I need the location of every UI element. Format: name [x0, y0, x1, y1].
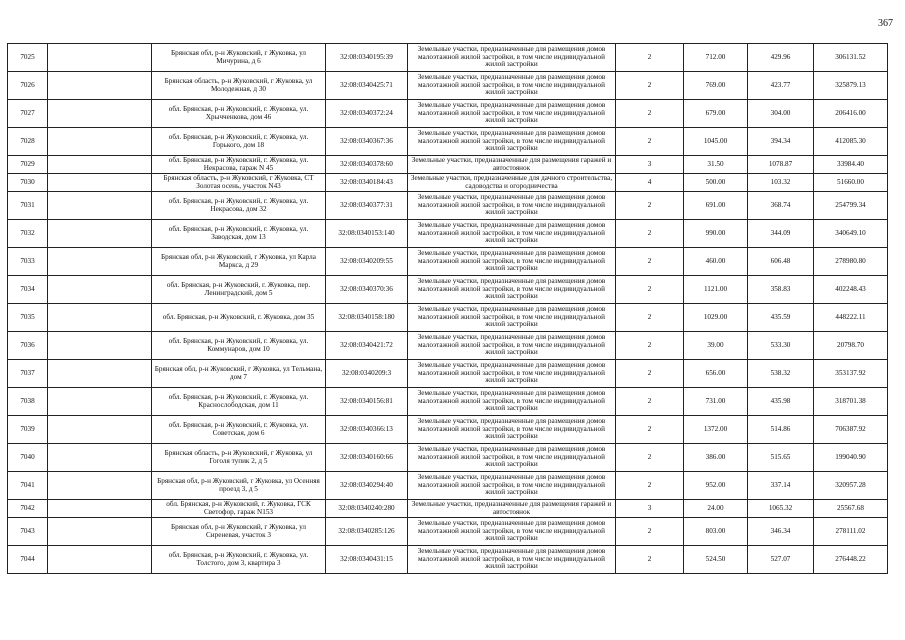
table-row — [8, 416, 888, 444]
spacer-cell — [48, 276, 152, 304]
group-cell: 2 — [616, 416, 684, 444]
table-row — [8, 332, 888, 360]
address-cell: Брянская обл, р-н Жуковский, г Жуковка, ул Тельмана, дом 7 — [152, 360, 326, 388]
table-row — [8, 444, 888, 472]
cadastral-value-cell: 320957.28 — [814, 472, 888, 500]
area-cell: 524.50 — [684, 546, 748, 574]
area-cell: 1372.00 — [684, 416, 748, 444]
group-cell: 4 — [616, 174, 684, 192]
table-row — [8, 518, 888, 546]
spacer-cell — [48, 472, 152, 500]
cadastral-number-cell: 32:08:0340431:15 — [326, 546, 408, 574]
land-purpose-cell: Земельные участки, предназначенные для размещения домов малоэтажной жилой застройки, в том числе индивидуальной жилой застройки — [408, 304, 616, 332]
area-cell: 952.00 — [684, 472, 748, 500]
address-cell: Брянская область, р-н Жуковский, г Жуковка, ул Гоголя тупик 2, д 5 — [152, 444, 326, 472]
land-purpose-cell: Земельные участки, предназначенные для размещения домов малоэтажной жилой застройки, в том числе индивидуальной жилой застройки — [408, 220, 616, 248]
spacer-cell — [48, 388, 152, 416]
group-cell: 2 — [616, 248, 684, 276]
land-purpose-cell: Земельные участки, предназначенные для размещения домов малоэтажной жилой застройки, в том числе индивидуальной жилой застройки — [408, 444, 616, 472]
land-registry-table — [7, 43, 888, 574]
row-number-cell: 7031 — [8, 192, 48, 220]
table-body — [8, 44, 888, 574]
land-purpose-cell: Земельные участки, предназначенные для размещения домов малоэтажной жилой застройки, в том числе индивидуальной жилой застройки — [408, 472, 616, 500]
spacer-cell — [48, 416, 152, 444]
address-cell: обл. Брянская, р-н Жуковский, г. Жуковка, ул. Некрасова, дом 32 — [152, 192, 326, 220]
table-row — [8, 192, 888, 220]
cadastral-value-cell: 278980.80 — [814, 248, 888, 276]
cadastral-value-cell: 25567.68 — [814, 500, 888, 518]
area-cell: 656.00 — [684, 360, 748, 388]
cadastral-value-cell: 254799.34 — [814, 192, 888, 220]
land-purpose-cell: Земельные участки, предназначенные для размещения домов малоэтажной жилой застройки, в том числе индивидуальной жилой застройки — [408, 100, 616, 128]
table-row — [8, 72, 888, 100]
rate-cell: 515.65 — [748, 444, 814, 472]
spacer-cell — [48, 220, 152, 248]
row-number-cell: 7041 — [8, 472, 48, 500]
spacer-cell — [48, 500, 152, 518]
row-number-cell: 7043 — [8, 518, 48, 546]
cadastral-number-cell: 32:08:0340421:72 — [326, 332, 408, 360]
cadastral-number-cell: 32:08:0340425:71 — [326, 72, 408, 100]
spacer-cell — [48, 156, 152, 174]
address-cell: Брянская обл, р-н Жуковский, г Жуковка, ул Мичурина, д 6 — [152, 44, 326, 72]
cadastral-value-cell: 412085.30 — [814, 128, 888, 156]
group-cell: 2 — [616, 360, 684, 388]
cadastral-value-cell: 306131.52 — [814, 44, 888, 72]
cadastral-number-cell: 32:08:0340153:140 — [326, 220, 408, 248]
cadastral-value-cell: 318701.38 — [814, 388, 888, 416]
rate-cell: 346.34 — [748, 518, 814, 546]
table-row — [8, 360, 888, 388]
row-number-cell: 7040 — [8, 444, 48, 472]
spacer-cell — [48, 546, 152, 574]
row-number-cell: 7044 — [8, 546, 48, 574]
group-cell: 2 — [616, 276, 684, 304]
spacer-cell — [48, 248, 152, 276]
address-cell: Брянская обл, р-н Жуковский, г Жуковка, ул Осенняя проезд 3, д 5 — [152, 472, 326, 500]
group-cell: 2 — [616, 472, 684, 500]
row-number-cell: 7037 — [8, 360, 48, 388]
table-row — [8, 472, 888, 500]
rate-cell: 1065.32 — [748, 500, 814, 518]
spacer-cell — [48, 192, 152, 220]
table-row — [8, 100, 888, 128]
rate-cell: 394.34 — [748, 128, 814, 156]
row-number-cell: 7028 — [8, 128, 48, 156]
spacer-cell — [48, 44, 152, 72]
area-cell: 731.00 — [684, 388, 748, 416]
land-purpose-cell: Земельные участки, предназначенные для размещения домов малоэтажной жилой застройки, в том числе индивидуальной жилой застройки — [408, 192, 616, 220]
rate-cell: 368.74 — [748, 192, 814, 220]
rate-cell: 103.32 — [748, 174, 814, 192]
cadastral-number-cell: 32:08:0340209:55 — [326, 248, 408, 276]
group-cell: 2 — [616, 128, 684, 156]
rate-cell: 435.98 — [748, 388, 814, 416]
table-row — [8, 174, 888, 192]
address-cell: обл. Брянская, р-н Жуковский, г. Жуковка, ул. Коммунаров, дом 10 — [152, 332, 326, 360]
cadastral-number-cell: 32:08:0340209:3 — [326, 360, 408, 388]
land-purpose-cell: Земельные участки, предназначенные для размещения гаражей и автостоянок — [408, 500, 616, 518]
cadastral-value-cell: 278111.02 — [814, 518, 888, 546]
cadastral-value-cell: 340649.10 — [814, 220, 888, 248]
address-cell: обл. Брянская, р-н Жуковский, г. Жуковка, пер. Ленинградский, дом 5 — [152, 276, 326, 304]
group-cell: 2 — [616, 388, 684, 416]
cadastral-value-cell: 276448.22 — [814, 546, 888, 574]
group-cell: 2 — [616, 192, 684, 220]
cadastral-number-cell: 32:08:0340372:24 — [326, 100, 408, 128]
cadastral-value-cell: 199040.90 — [814, 444, 888, 472]
land-purpose-cell: Земельные участки, предназначенные для размещения домов малоэтажной жилой застройки, в том числе индивидуальной жилой застройки — [408, 360, 616, 388]
row-number-cell: 7035 — [8, 304, 48, 332]
rate-cell: 1078.87 — [748, 156, 814, 174]
row-number-cell: 7027 — [8, 100, 48, 128]
spacer-cell — [48, 304, 152, 332]
spacer-cell — [48, 518, 152, 546]
row-number-cell: 7033 — [8, 248, 48, 276]
group-cell: 2 — [616, 220, 684, 248]
row-number-cell: 7038 — [8, 388, 48, 416]
row-number-cell: 7029 — [8, 156, 48, 174]
area-cell: 500.00 — [684, 174, 748, 192]
rate-cell: 304.00 — [748, 100, 814, 128]
address-cell: Брянская обл, р-н Жуковский, г Жуковка, ул Карла Маркса, д 29 — [152, 248, 326, 276]
cadastral-number-cell: 32:08:0340195:39 — [326, 44, 408, 72]
cadastral-number-cell: 32:08:0340240:280 — [326, 500, 408, 518]
area-cell: 386.00 — [684, 444, 748, 472]
land-purpose-cell: Земельные участки, предназначенные для размещения домов малоэтажной жилой застройки, в том числе индивидуальной жилой застройки — [408, 72, 616, 100]
row-number-cell: 7030 — [8, 174, 48, 192]
area-cell: 1121.00 — [684, 276, 748, 304]
group-cell: 2 — [616, 332, 684, 360]
cadastral-number-cell: 32:08:0340378:60 — [326, 156, 408, 174]
land-purpose-cell: Земельные участки, предназначенные для размещения домов малоэтажной жилой застройки, в том числе индивидуальной жилой застройки — [408, 276, 616, 304]
address-cell: обл. Брянская, р-н Жуковский, г. Жуковка, ул. Заводская, дом 13 — [152, 220, 326, 248]
address-cell: обл. Брянская, р-н Жуковский, г. Жуковка, ул. Горького, дом 18 — [152, 128, 326, 156]
cadastral-number-cell: 32:08:0340285:126 — [326, 518, 408, 546]
land-purpose-cell: Земельные участки, предназначенные для размещения домов малоэтажной жилой застройки, в том числе индивидуальной жилой застройки — [408, 518, 616, 546]
area-cell: 1045.00 — [684, 128, 748, 156]
land-purpose-cell: Земельные участки, предназначенные для размещения домов малоэтажной жилой застройки, в том числе индивидуальной жилой застройки — [408, 248, 616, 276]
area-cell: 460.00 — [684, 248, 748, 276]
area-cell: 712.00 — [684, 44, 748, 72]
table-row — [8, 546, 888, 574]
group-cell: 2 — [616, 304, 684, 332]
group-cell: 3 — [616, 156, 684, 174]
area-cell: 769.00 — [684, 72, 748, 100]
land-purpose-cell: Земельные участки, предназначенные для размещения домов малоэтажной жилой застройки, в том числе индивидуальной жилой застройки — [408, 332, 616, 360]
area-cell: 691.00 — [684, 192, 748, 220]
cadastral-value-cell: 448222.11 — [814, 304, 888, 332]
rate-cell: 429.96 — [748, 44, 814, 72]
area-cell: 31.50 — [684, 156, 748, 174]
cadastral-number-cell: 32:08:0340377:31 — [326, 192, 408, 220]
cadastral-number-cell: 32:08:0340294:40 — [326, 472, 408, 500]
table-row — [8, 248, 888, 276]
address-cell: обл. Брянская, р-н Жуковский, г. Жуковка, ул. Некрасова, гараж N 45 — [152, 156, 326, 174]
land-purpose-cell: Земельные участки, предназначенные для размещения домов малоэтажной жилой застройки, в том числе индивидуальной жилой застройки — [408, 546, 616, 574]
address-cell: Брянская область, р-н Жуковский, г Жуковка, ул Молодежная, д 30 — [152, 72, 326, 100]
address-cell: обл. Брянская, р-н Жуковский, г. Жуковка, ул. Советская, дом 6 — [152, 416, 326, 444]
table-row — [8, 304, 888, 332]
cadastral-number-cell: 32:08:0340366:13 — [326, 416, 408, 444]
land-purpose-cell: Земельные участки, предназначенные для размещения домов малоэтажной жилой застройки, в том числе индивидуальной жилой застройки — [408, 388, 616, 416]
group-cell: 2 — [616, 518, 684, 546]
row-number-cell: 7039 — [8, 416, 48, 444]
area-cell: 24.00 — [684, 500, 748, 518]
table-row — [8, 156, 888, 174]
spacer-cell — [48, 100, 152, 128]
area-cell: 1029.00 — [684, 304, 748, 332]
address-cell: Брянская область, р-н Жуковский, г Жуковка, СТ Золотая осень, участок N43 — [152, 174, 326, 192]
rate-cell: 358.83 — [748, 276, 814, 304]
address-cell: обл. Брянская, р-н Жуковский, г. Жуковка, дом 35 — [152, 304, 326, 332]
row-number-cell: 7042 — [8, 500, 48, 518]
cadastral-value-cell: 206416.00 — [814, 100, 888, 128]
cadastral-number-cell: 32:08:0340370:36 — [326, 276, 408, 304]
group-cell: 2 — [616, 72, 684, 100]
cadastral-number-cell: 32:08:0340158:180 — [326, 304, 408, 332]
spacer-cell — [48, 444, 152, 472]
cadastral-value-cell: 33984.40 — [814, 156, 888, 174]
spacer-cell — [48, 174, 152, 192]
rate-cell: 423.77 — [748, 72, 814, 100]
table-row — [8, 128, 888, 156]
row-number-cell: 7026 — [8, 72, 48, 100]
cadastral-value-cell: 353137.92 — [814, 360, 888, 388]
rate-cell: 344.09 — [748, 220, 814, 248]
rate-cell: 538.32 — [748, 360, 814, 388]
address-cell: обл. Брянская, р-н Жуковский, г. Жуковка, ул. Хрычченкова, дом 46 — [152, 100, 326, 128]
table-row — [8, 388, 888, 416]
address-cell: обл. Брянская, р-н Жуковский, г. Жуковка, ул. Толстого, дом 3, квартира 3 — [152, 546, 326, 574]
spacer-cell — [48, 360, 152, 388]
spacer-cell — [48, 332, 152, 360]
cadastral-value-cell: 325879.13 — [814, 72, 888, 100]
cadastral-number-cell: 32:08:0340184:43 — [326, 174, 408, 192]
spacer-cell — [48, 72, 152, 100]
land-purpose-cell: Земельные участки, предназначенные для дачного строительства, садоводства и огородничества — [408, 174, 616, 192]
area-cell: 39.00 — [684, 332, 748, 360]
cadastral-value-cell: 402248.43 — [814, 276, 888, 304]
group-cell: 2 — [616, 546, 684, 574]
group-cell: 2 — [616, 100, 684, 128]
spacer-cell — [48, 128, 152, 156]
table-row — [8, 220, 888, 248]
rate-cell: 514.86 — [748, 416, 814, 444]
group-cell: 3 — [616, 500, 684, 518]
land-purpose-cell: Земельные участки, предназначенные для размещения домов малоэтажной жилой застройки, в том числе индивидуальной жилой застройки — [408, 416, 616, 444]
land-purpose-cell: Земельные участки, предназначенные для размещения домов малоэтажной жилой застройки, в том числе индивидуальной жилой застройки — [408, 44, 616, 72]
area-cell: 679.00 — [684, 100, 748, 128]
cadastral-value-cell: 20798.70 — [814, 332, 888, 360]
table-row — [8, 500, 888, 518]
group-cell: 2 — [616, 444, 684, 472]
rate-cell: 435.59 — [748, 304, 814, 332]
rate-cell: 337.14 — [748, 472, 814, 500]
rate-cell: 606.48 — [748, 248, 814, 276]
area-cell: 803.00 — [684, 518, 748, 546]
cadastral-number-cell: 32:08:0340160:66 — [326, 444, 408, 472]
address-cell: обл. Брянская, р-н Жуковский, г. Жуковка, ул. Краснослободская, дом 11 — [152, 388, 326, 416]
row-number-cell: 7032 — [8, 220, 48, 248]
area-cell: 990.00 — [684, 220, 748, 248]
cadastral-value-cell: 51660.00 — [814, 174, 888, 192]
cadastral-value-cell: 706387.92 — [814, 416, 888, 444]
table-row — [8, 276, 888, 304]
row-number-cell: 7034 — [8, 276, 48, 304]
page-number: 367 — [878, 18, 893, 29]
rate-cell: 533.30 — [748, 332, 814, 360]
land-purpose-cell: Земельные участки, предназначенные для размещения гаражей и автостоянок — [408, 156, 616, 174]
address-cell: Брянская обл, р-н Жуковский, г Жуковка, ул Сиреневая, участок 3 — [152, 518, 326, 546]
row-number-cell: 7036 — [8, 332, 48, 360]
group-cell: 2 — [616, 44, 684, 72]
cadastral-number-cell: 32:08:0340156:81 — [326, 388, 408, 416]
rate-cell: 527.07 — [748, 546, 814, 574]
table-row — [8, 44, 888, 72]
address-cell: обл. Брянская, р-н Жуковский, г. Жуковка, ГСК Светофор, гараж N153 — [152, 500, 326, 518]
cadastral-number-cell: 32:08:0340367:36 — [326, 128, 408, 156]
land-purpose-cell: Земельные участки, предназначенные для размещения домов малоэтажной жилой застройки, в том числе индивидуальной жилой застройки — [408, 128, 616, 156]
row-number-cell: 7025 — [8, 44, 48, 72]
